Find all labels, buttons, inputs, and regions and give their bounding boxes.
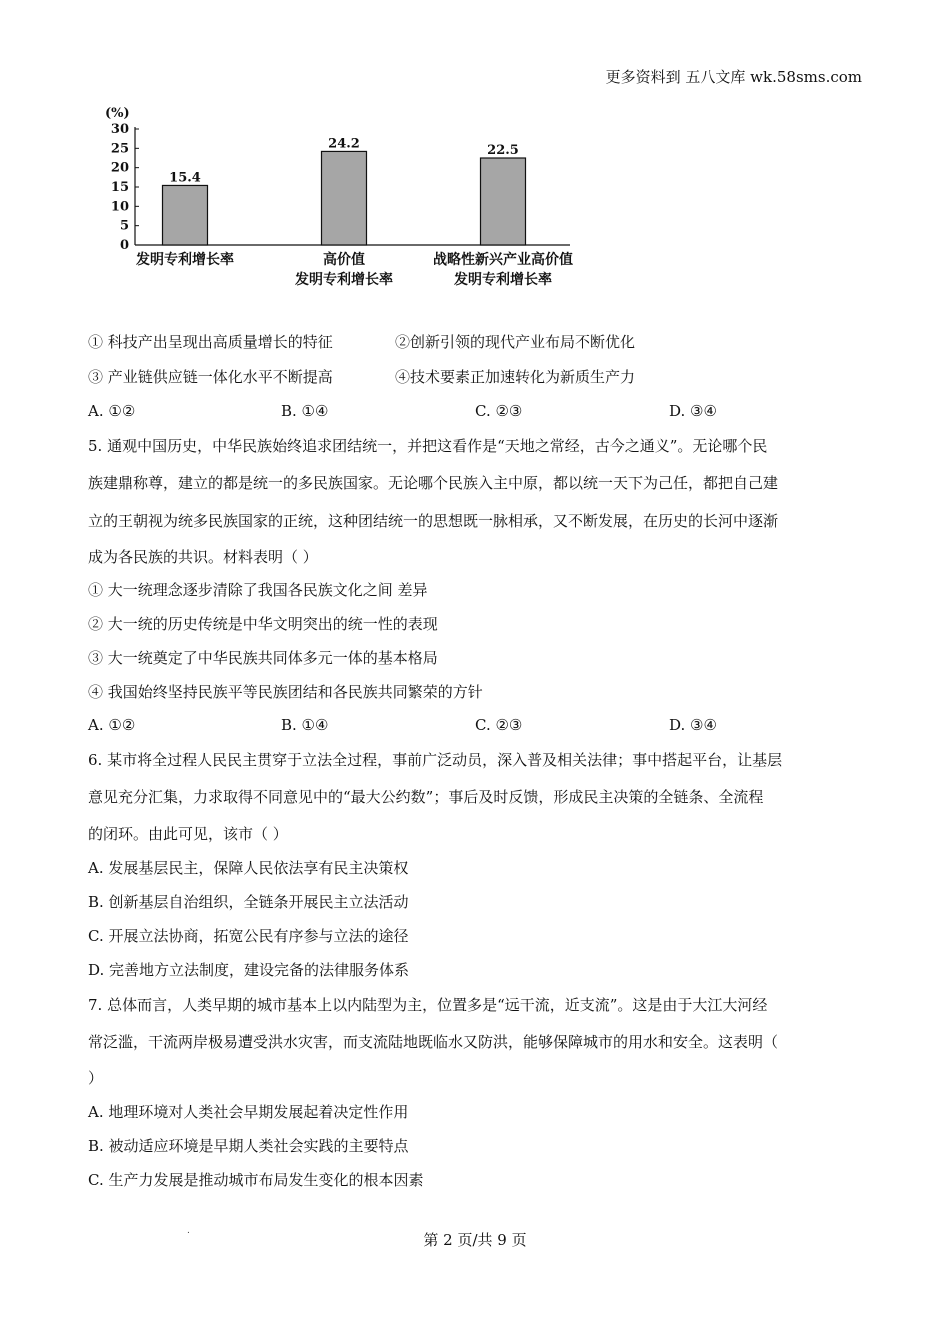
y-tick-label: 10 <box>110 199 129 215</box>
q7-option-b[interactable]: B. 被动适应环境是早期人类社会实践的主要特点 <box>88 1137 409 1155</box>
x-category-label: 发明专利增长率 <box>295 272 393 288</box>
q5-stem-line: 成为各民族的共识。材料表明（ ） <box>88 548 318 566</box>
q4-statement-1: ① 科技产出呈现出高质量增长的特征 <box>88 333 333 351</box>
bar <box>322 151 367 245</box>
bar-value-label: 24.2 <box>328 136 360 152</box>
q6-option-d[interactable]: D. 完善地方立法制度，建设完备的法律服务体系 <box>88 961 410 979</box>
x-category-label: 发明专利增长率 <box>136 252 234 268</box>
q7-option-c[interactable]: C. 生产力发展是推动城市布局发生变化的根本因素 <box>88 1171 424 1189</box>
footer-mark: . <box>187 1226 190 1236</box>
x-category-label: 发明专利增长率 <box>454 272 552 288</box>
q5-statement-1: ① 大一统理念逐步清除了我国各民族文化之间 差异 <box>88 581 428 599</box>
q4-option-a[interactable]: A. ①② <box>88 402 136 420</box>
y-tick-label: 30 <box>110 122 129 137</box>
source-watermark: 更多资料到 五八文库 wk.58sms.com <box>605 68 862 86</box>
q7-stem-line: 7. 总体而言，人类早期的城市基本上以内陆型为主，位置多是“远干流，近支流”。这是由于大江大河经 <box>88 996 768 1014</box>
q7-stem-line: ） <box>88 1069 104 1087</box>
bar <box>481 158 526 245</box>
q4-statement-2: ②创新引领的现代产业布局不断优化 <box>395 333 636 351</box>
q5-statement-4: ④ 我国始终坚持民族平等民族团结和各民族共同繁荣的方针 <box>88 683 483 701</box>
q6-option-b[interactable]: B. 创新基层自治组织，全链条开展民主立法活动 <box>88 893 409 911</box>
y-tick-label: 15 <box>110 180 129 195</box>
q5-option-d[interactable]: D. ③④ <box>669 716 717 734</box>
q6-stem-line: 的闭环。由此可见，该市（ ） <box>88 825 288 843</box>
q5-statement-2: ② 大一统的历史传统是中华文明突出的统一性的表现 <box>88 615 438 633</box>
y-axis-unit-label: (%) <box>105 106 130 121</box>
q5-stem-line: 族建鼎称尊，建立的都是统一的多民族国家。无论哪个民族入主中原，都以统一天下为己任，都把自己建 <box>88 474 779 492</box>
y-tick-label: 5 <box>119 218 129 234</box>
q4-option-b[interactable]: B. ①④ <box>281 402 329 420</box>
q4-statement-4: ④技术要素正加速转化为新质生产力 <box>395 368 636 386</box>
q5-option-c[interactable]: C. ②③ <box>475 716 523 734</box>
q4-statement-3: ③ 产业链供应链一体化水平不断提高 <box>88 368 333 386</box>
q6-stem-line: 6. 某市将全过程人民民主贯穿于立法全过程，事前广泛动员，深入普及相关法律；事中搭起平台，让基层 <box>88 751 783 769</box>
q5-option-b[interactable]: B. ①④ <box>281 716 329 734</box>
page-number: 第 2 页/共 9 页 <box>423 1231 527 1249</box>
x-category-label: 高价值 <box>323 252 365 268</box>
bar-value-label: 15.4 <box>169 170 201 186</box>
q6-option-c[interactable]: C. 开展立法协商，拓宽公民有序参与立法的途径 <box>88 927 409 945</box>
x-category-label: 战略性新兴产业高价值 <box>433 252 573 268</box>
q6-option-a[interactable]: A. 发展基层民主，保障人民依法享有民主决策权 <box>88 859 409 877</box>
q5-statement-3: ③ 大一统奠定了中华民族共同体多元一体的基本格局 <box>88 649 438 667</box>
bar-chart <box>100 98 600 298</box>
q5-stem-line: 立的王朝视为统多民族国家的正统，这种团结统一的思想既一脉相承，又不断发展，在历史的长河中逐渐 <box>88 512 779 530</box>
y-tick-label: 25 <box>110 141 129 157</box>
y-tick-label: 20 <box>110 160 129 176</box>
q4-option-d[interactable]: D. ③④ <box>669 402 717 420</box>
q7-option-a[interactable]: A. 地理环境对人类社会早期发展起着决定性作用 <box>88 1103 409 1121</box>
y-tick-label: 0 <box>119 238 129 253</box>
q4-option-c[interactable]: C. ②③ <box>475 402 523 420</box>
q5-option-a[interactable]: A. ①② <box>88 716 136 734</box>
bar <box>163 185 208 245</box>
q5-stem-line: 5. 通观中国历史，中华民族始终追求团结统一，并把这看作是“天地之常经，古今之通义”。无论哪个民 <box>88 437 768 455</box>
q7-stem-line: 常泛滥，干流两岸极易遭受洪水灾害，而支流陆地既临水又防洪，能够保障城市的用水和安全。这表明（ <box>88 1033 779 1051</box>
bar-value-label: 22.5 <box>487 143 519 158</box>
q6-stem-line: 意见充分汇集，力求取得不同意见中的“最大公约数”；事后及时反馈，形成民主决策的全链条、全流程 <box>88 788 764 806</box>
